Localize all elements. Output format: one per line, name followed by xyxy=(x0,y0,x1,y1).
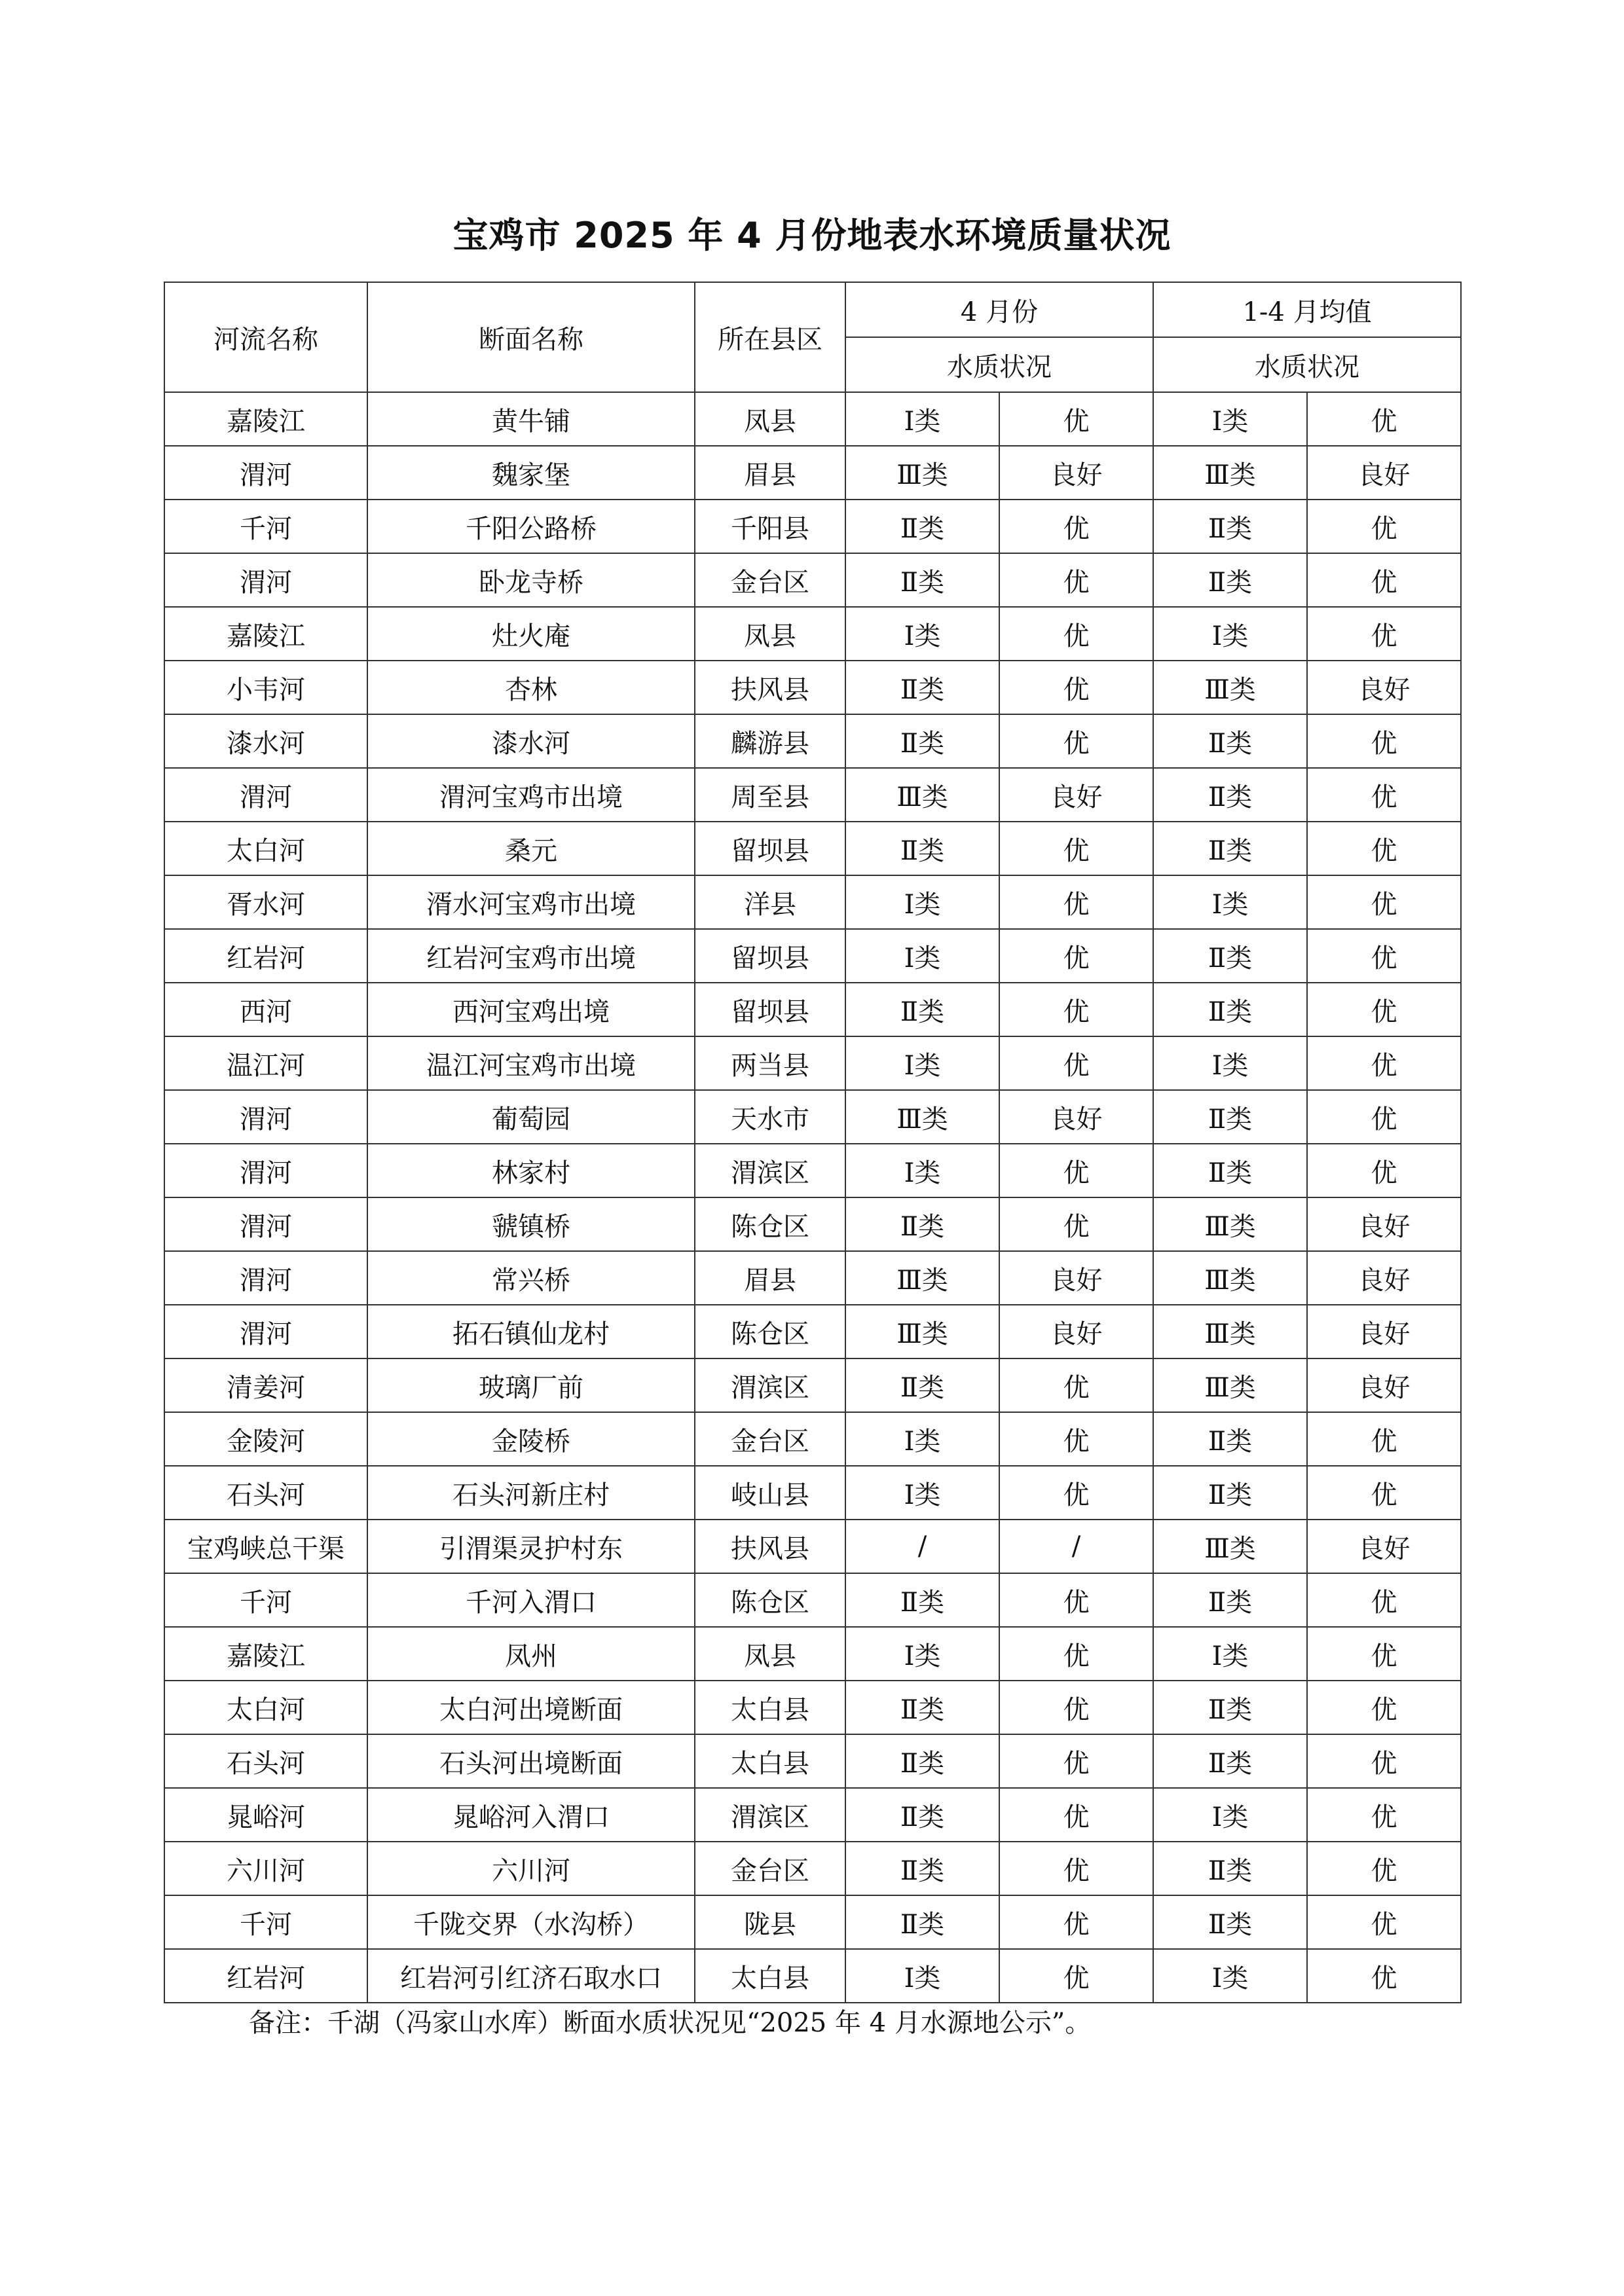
april-status-cell: 优 xyxy=(999,661,1153,714)
river-name-cell: 胥水河 xyxy=(164,875,367,929)
table-row xyxy=(164,1305,1461,1358)
average-status-cell: 优 xyxy=(1307,983,1461,1036)
april-class-cell: Ⅰ类 xyxy=(845,875,999,929)
april-status-cell: 优 xyxy=(999,1358,1153,1412)
river-name-cell: 渭河 xyxy=(164,1144,367,1197)
april-class-cell: Ⅱ类 xyxy=(845,1788,999,1842)
average-class-cell: Ⅱ类 xyxy=(1153,1412,1307,1466)
river-name-cell: 渭河 xyxy=(164,1251,367,1305)
river-name-cell: 漆水河 xyxy=(164,714,367,768)
county-cell: 洋县 xyxy=(695,875,845,929)
county-cell: 陈仓区 xyxy=(695,1573,845,1627)
table-row xyxy=(164,1197,1461,1251)
section-name-cell: 常兴桥 xyxy=(367,1251,695,1305)
header-april: 4 月份 xyxy=(845,282,1153,337)
average-status-cell: 良好 xyxy=(1307,1197,1461,1251)
county-cell: 留坝县 xyxy=(695,822,845,875)
section-name-cell: 石头河新庄村 xyxy=(367,1466,695,1520)
april-status-cell: 优 xyxy=(999,607,1153,661)
average-status-cell: 优 xyxy=(1307,392,1461,446)
april-status-cell: 优 xyxy=(999,1842,1153,1895)
april-status-cell: 良好 xyxy=(999,1251,1153,1305)
average-class-cell: Ⅱ类 xyxy=(1153,1090,1307,1144)
average-class-cell: Ⅱ类 xyxy=(1153,500,1307,553)
april-status-cell: 优 xyxy=(999,1681,1153,1734)
average-class-cell: Ⅱ类 xyxy=(1153,1681,1307,1734)
table-row xyxy=(164,1412,1461,1466)
footnote: 备注：千湖（冯家山水库）断面水质状况见“2025 年 4 月水源地公示”。 xyxy=(249,2008,1092,2038)
section-name-cell: 千阳公路桥 xyxy=(367,500,695,553)
average-status-cell: 优 xyxy=(1307,1412,1461,1466)
river-name-cell: 清姜河 xyxy=(164,1358,367,1412)
april-class-cell: Ⅰ类 xyxy=(845,1036,999,1090)
table-row xyxy=(164,983,1461,1036)
april-status-cell: 优 xyxy=(999,822,1153,875)
average-status-cell: 优 xyxy=(1307,1842,1461,1895)
section-name-cell: 灶火庵 xyxy=(367,607,695,661)
average-class-cell: Ⅱ类 xyxy=(1153,929,1307,983)
river-name-cell: 嘉陵江 xyxy=(164,607,367,661)
header-county: 所在县区 xyxy=(695,282,845,392)
table-row xyxy=(164,929,1461,983)
table-row xyxy=(164,446,1461,500)
april-class-cell: Ⅰ类 xyxy=(845,1466,999,1520)
section-name-cell: 林家村 xyxy=(367,1144,695,1197)
page-title: 宝鸡市 2025 年 4 月份地表水环境质量状况 xyxy=(452,215,1172,256)
average-class-cell: Ⅱ类 xyxy=(1153,1734,1307,1788)
river-name-cell: 太白河 xyxy=(164,822,367,875)
county-cell: 眉县 xyxy=(695,446,845,500)
county-cell: 扶风县 xyxy=(695,661,845,714)
april-class-cell: Ⅲ类 xyxy=(845,1305,999,1358)
table-row xyxy=(164,1949,1461,2003)
average-status-cell: 优 xyxy=(1307,1788,1461,1842)
table-row xyxy=(164,1090,1461,1144)
average-status-cell: 优 xyxy=(1307,553,1461,607)
river-name-cell: 渭河 xyxy=(164,768,367,822)
average-class-cell: Ⅰ类 xyxy=(1153,392,1307,446)
average-class-cell: Ⅱ类 xyxy=(1153,1573,1307,1627)
april-class-cell: Ⅱ类 xyxy=(845,983,999,1036)
table-row xyxy=(164,1842,1461,1895)
average-class-cell: Ⅰ类 xyxy=(1153,1627,1307,1681)
table-row xyxy=(164,875,1461,929)
april-class-cell: Ⅱ类 xyxy=(845,1842,999,1895)
table-row xyxy=(164,1251,1461,1305)
county-cell: 渭滨区 xyxy=(695,1358,845,1412)
section-name-cell: 红岩河引红济石取水口 xyxy=(367,1949,695,2003)
county-cell: 扶风县 xyxy=(695,1520,845,1573)
section-name-cell: 玻璃厂前 xyxy=(367,1358,695,1412)
average-class-cell: Ⅱ类 xyxy=(1153,1895,1307,1949)
average-status-cell: 优 xyxy=(1307,714,1461,768)
april-status-cell: 优 xyxy=(999,714,1153,768)
april-class-cell: Ⅲ类 xyxy=(845,768,999,822)
average-class-cell: Ⅲ类 xyxy=(1153,1305,1307,1358)
average-status-cell: 优 xyxy=(1307,1090,1461,1144)
section-name-cell: 湑水河宝鸡市出境 xyxy=(367,875,695,929)
average-class-cell: Ⅱ类 xyxy=(1153,553,1307,607)
table-row xyxy=(164,1788,1461,1842)
average-class-cell: Ⅰ类 xyxy=(1153,1788,1307,1842)
section-name-cell: 石头河出境断面 xyxy=(367,1734,695,1788)
april-class-cell: Ⅱ类 xyxy=(845,1197,999,1251)
average-class-cell: Ⅰ类 xyxy=(1153,875,1307,929)
section-name-cell: 凤州 xyxy=(367,1627,695,1681)
header-average-quality: 水质状况 xyxy=(1153,337,1461,392)
river-name-cell: 小韦河 xyxy=(164,661,367,714)
county-cell: 金台区 xyxy=(695,1842,845,1895)
river-name-cell: 渭河 xyxy=(164,446,367,500)
table-row xyxy=(164,1466,1461,1520)
river-name-cell: 嘉陵江 xyxy=(164,1627,367,1681)
river-name-cell: 温江河 xyxy=(164,1036,367,1090)
river-name-cell: 宝鸡峡总干渠 xyxy=(164,1520,367,1573)
average-class-cell: Ⅲ类 xyxy=(1153,1197,1307,1251)
section-name-cell: 晁峪河入渭口 xyxy=(367,1788,695,1842)
average-status-cell: 优 xyxy=(1307,1734,1461,1788)
river-name-cell: 石头河 xyxy=(164,1466,367,1520)
april-status-cell: 优 xyxy=(999,1036,1153,1090)
april-status-cell: 良好 xyxy=(999,1090,1153,1144)
april-status-cell: 优 xyxy=(999,500,1153,553)
april-class-cell: Ⅱ类 xyxy=(845,714,999,768)
table-row xyxy=(164,1036,1461,1090)
april-class-cell: Ⅱ类 xyxy=(845,500,999,553)
april-status-cell: 优 xyxy=(999,929,1153,983)
average-class-cell: Ⅱ类 xyxy=(1153,983,1307,1036)
county-cell: 两当县 xyxy=(695,1036,845,1090)
average-status-cell: 优 xyxy=(1307,822,1461,875)
river-name-cell: 渭河 xyxy=(164,553,367,607)
april-class-cell: Ⅱ类 xyxy=(845,661,999,714)
river-name-cell: 太白河 xyxy=(164,1681,367,1734)
section-name-cell: 温江河宝鸡市出境 xyxy=(367,1036,695,1090)
section-name-cell: 卧龙寺桥 xyxy=(367,553,695,607)
river-name-cell: 嘉陵江 xyxy=(164,392,367,446)
table-body xyxy=(164,392,1461,2003)
average-status-cell: 优 xyxy=(1307,929,1461,983)
table-row xyxy=(164,607,1461,661)
average-status-cell: 优 xyxy=(1307,1949,1461,2003)
average-status-cell: 优 xyxy=(1307,607,1461,661)
april-class-cell: Ⅰ类 xyxy=(845,1144,999,1197)
county-cell: 陇县 xyxy=(695,1895,845,1949)
table-row xyxy=(164,1627,1461,1681)
april-class-cell: Ⅱ类 xyxy=(845,553,999,607)
average-status-cell: 优 xyxy=(1307,1895,1461,1949)
county-cell: 留坝县 xyxy=(695,983,845,1036)
average-status-cell: 良好 xyxy=(1307,1358,1461,1412)
april-status-cell: / xyxy=(999,1520,1153,1573)
river-name-cell: 金陵河 xyxy=(164,1412,367,1466)
april-class-cell: Ⅲ类 xyxy=(845,1251,999,1305)
average-status-cell: 优 xyxy=(1307,500,1461,553)
river-name-cell: 渭河 xyxy=(164,1197,367,1251)
river-name-cell: 渭河 xyxy=(164,1305,367,1358)
county-cell: 凤县 xyxy=(695,607,845,661)
april-class-cell: Ⅰ类 xyxy=(845,1949,999,2003)
header-section-name: 断面名称 xyxy=(367,282,695,392)
april-status-cell: 优 xyxy=(999,1949,1153,2003)
section-name-cell: 渭河宝鸡市出境 xyxy=(367,768,695,822)
average-status-cell: 优 xyxy=(1307,768,1461,822)
river-name-cell: 西河 xyxy=(164,983,367,1036)
april-status-cell: 优 xyxy=(999,1144,1153,1197)
april-class-cell: / xyxy=(845,1520,999,1573)
average-status-cell: 优 xyxy=(1307,1144,1461,1197)
average-status-cell: 良好 xyxy=(1307,1251,1461,1305)
average-class-cell: Ⅲ类 xyxy=(1153,1251,1307,1305)
april-status-cell: 优 xyxy=(999,1627,1153,1681)
april-status-cell: 优 xyxy=(999,983,1153,1036)
section-name-cell: 金陵桥 xyxy=(367,1412,695,1466)
county-cell: 金台区 xyxy=(695,1412,845,1466)
table-row xyxy=(164,1520,1461,1573)
average-status-cell: 优 xyxy=(1307,1681,1461,1734)
section-name-cell: 红岩河宝鸡市出境 xyxy=(367,929,695,983)
april-status-cell: 优 xyxy=(999,1466,1153,1520)
april-class-cell: Ⅰ类 xyxy=(845,1412,999,1466)
april-status-cell: 优 xyxy=(999,1197,1153,1251)
average-class-cell: Ⅱ类 xyxy=(1153,768,1307,822)
section-name-cell: 虢镇桥 xyxy=(367,1197,695,1251)
table-row xyxy=(164,1144,1461,1197)
average-class-cell: Ⅱ类 xyxy=(1153,1842,1307,1895)
county-cell: 周至县 xyxy=(695,768,845,822)
county-cell: 麟游县 xyxy=(695,714,845,768)
average-status-cell: 良好 xyxy=(1307,661,1461,714)
april-class-cell: Ⅱ类 xyxy=(845,822,999,875)
average-status-cell: 优 xyxy=(1307,1573,1461,1627)
average-status-cell: 良好 xyxy=(1307,1520,1461,1573)
county-cell: 天水市 xyxy=(695,1090,845,1144)
county-cell: 陈仓区 xyxy=(695,1305,845,1358)
table-row xyxy=(164,1734,1461,1788)
section-name-cell: 太白河出境断面 xyxy=(367,1681,695,1734)
section-name-cell: 拓石镇仙龙村 xyxy=(367,1305,695,1358)
april-class-cell: Ⅲ类 xyxy=(845,446,999,500)
table-row xyxy=(164,500,1461,553)
average-status-cell: 良好 xyxy=(1307,446,1461,500)
table-row xyxy=(164,1895,1461,1949)
county-cell: 凤县 xyxy=(695,1627,845,1681)
river-name-cell: 石头河 xyxy=(164,1734,367,1788)
table-row xyxy=(164,392,1461,446)
county-cell: 太白县 xyxy=(695,1681,845,1734)
table-row xyxy=(164,714,1461,768)
average-status-cell: 优 xyxy=(1307,1466,1461,1520)
april-status-cell: 优 xyxy=(999,1412,1153,1466)
average-status-cell: 优 xyxy=(1307,875,1461,929)
section-name-cell: 黄牛铺 xyxy=(367,392,695,446)
april-class-cell: Ⅱ类 xyxy=(845,1895,999,1949)
april-status-cell: 良好 xyxy=(999,768,1153,822)
average-class-cell: Ⅲ类 xyxy=(1153,661,1307,714)
section-name-cell: 葡萄园 xyxy=(367,1090,695,1144)
april-class-cell: Ⅲ类 xyxy=(845,1090,999,1144)
county-cell: 太白县 xyxy=(695,1949,845,2003)
april-status-cell: 良好 xyxy=(999,446,1153,500)
table-row xyxy=(164,822,1461,875)
average-class-cell: Ⅰ类 xyxy=(1153,607,1307,661)
average-class-cell: Ⅲ类 xyxy=(1153,446,1307,500)
header-jan-apr-average: 1-4 月均值 xyxy=(1153,282,1461,337)
april-class-cell: Ⅱ类 xyxy=(845,1681,999,1734)
april-status-cell: 优 xyxy=(999,1573,1153,1627)
april-class-cell: Ⅱ类 xyxy=(845,1358,999,1412)
table-row xyxy=(164,661,1461,714)
table-row xyxy=(164,1573,1461,1627)
average-class-cell: Ⅱ类 xyxy=(1153,1466,1307,1520)
county-cell: 千阳县 xyxy=(695,500,845,553)
average-class-cell: Ⅲ类 xyxy=(1153,1358,1307,1412)
section-name-cell: 六川河 xyxy=(367,1842,695,1895)
county-cell: 凤县 xyxy=(695,392,845,446)
river-name-cell: 渭河 xyxy=(164,1090,367,1144)
county-cell: 渭滨区 xyxy=(695,1144,845,1197)
county-cell: 陈仓区 xyxy=(695,1197,845,1251)
section-name-cell: 千河入渭口 xyxy=(367,1573,695,1627)
april-status-cell: 优 xyxy=(999,553,1153,607)
section-name-cell: 杏林 xyxy=(367,661,695,714)
april-status-cell: 优 xyxy=(999,1734,1153,1788)
average-class-cell: Ⅱ类 xyxy=(1153,714,1307,768)
county-cell: 岐山县 xyxy=(695,1466,845,1520)
average-status-cell: 良好 xyxy=(1307,1305,1461,1358)
april-status-cell: 优 xyxy=(999,392,1153,446)
river-name-cell: 千河 xyxy=(164,500,367,553)
river-name-cell: 千河 xyxy=(164,1895,367,1949)
average-class-cell: Ⅰ类 xyxy=(1153,1036,1307,1090)
river-name-cell: 六川河 xyxy=(164,1842,367,1895)
river-name-cell: 千河 xyxy=(164,1573,367,1627)
table-row xyxy=(164,553,1461,607)
april-class-cell: Ⅰ类 xyxy=(845,607,999,661)
header-april-quality: 水质状况 xyxy=(845,337,1153,392)
county-cell: 眉县 xyxy=(695,1251,845,1305)
section-name-cell: 魏家堡 xyxy=(367,446,695,500)
average-class-cell: Ⅱ类 xyxy=(1153,822,1307,875)
april-status-cell: 良好 xyxy=(999,1305,1153,1358)
county-cell: 太白县 xyxy=(695,1734,845,1788)
section-name-cell: 引渭渠灵护村东 xyxy=(367,1520,695,1573)
table-row xyxy=(164,1681,1461,1734)
april-status-cell: 优 xyxy=(999,875,1153,929)
average-status-cell: 优 xyxy=(1307,1627,1461,1681)
table-row xyxy=(164,1358,1461,1412)
average-status-cell: 优 xyxy=(1307,1036,1461,1090)
april-class-cell: Ⅱ类 xyxy=(845,1573,999,1627)
county-cell: 渭滨区 xyxy=(695,1788,845,1842)
section-name-cell: 千陇交界（水沟桥） xyxy=(367,1895,695,1949)
river-name-cell: 红岩河 xyxy=(164,1949,367,2003)
county-cell: 金台区 xyxy=(695,553,845,607)
april-class-cell: Ⅱ类 xyxy=(845,1734,999,1788)
average-class-cell: Ⅱ类 xyxy=(1153,1144,1307,1197)
river-name-cell: 晁峪河 xyxy=(164,1788,367,1842)
section-name-cell: 桑元 xyxy=(367,822,695,875)
april-class-cell: Ⅰ类 xyxy=(845,392,999,446)
average-class-cell: Ⅲ类 xyxy=(1153,1520,1307,1573)
water-quality-table xyxy=(164,282,1462,2003)
average-class-cell: Ⅰ类 xyxy=(1153,1949,1307,2003)
april-class-cell: Ⅰ类 xyxy=(845,929,999,983)
april-status-cell: 优 xyxy=(999,1895,1153,1949)
section-name-cell: 漆水河 xyxy=(367,714,695,768)
april-status-cell: 优 xyxy=(999,1788,1153,1842)
county-cell: 留坝县 xyxy=(695,929,845,983)
section-name-cell: 西河宝鸡出境 xyxy=(367,983,695,1036)
river-name-cell: 红岩河 xyxy=(164,929,367,983)
header-river-name: 河流名称 xyxy=(164,282,367,392)
april-class-cell: Ⅰ类 xyxy=(845,1627,999,1681)
table-row xyxy=(164,768,1461,822)
